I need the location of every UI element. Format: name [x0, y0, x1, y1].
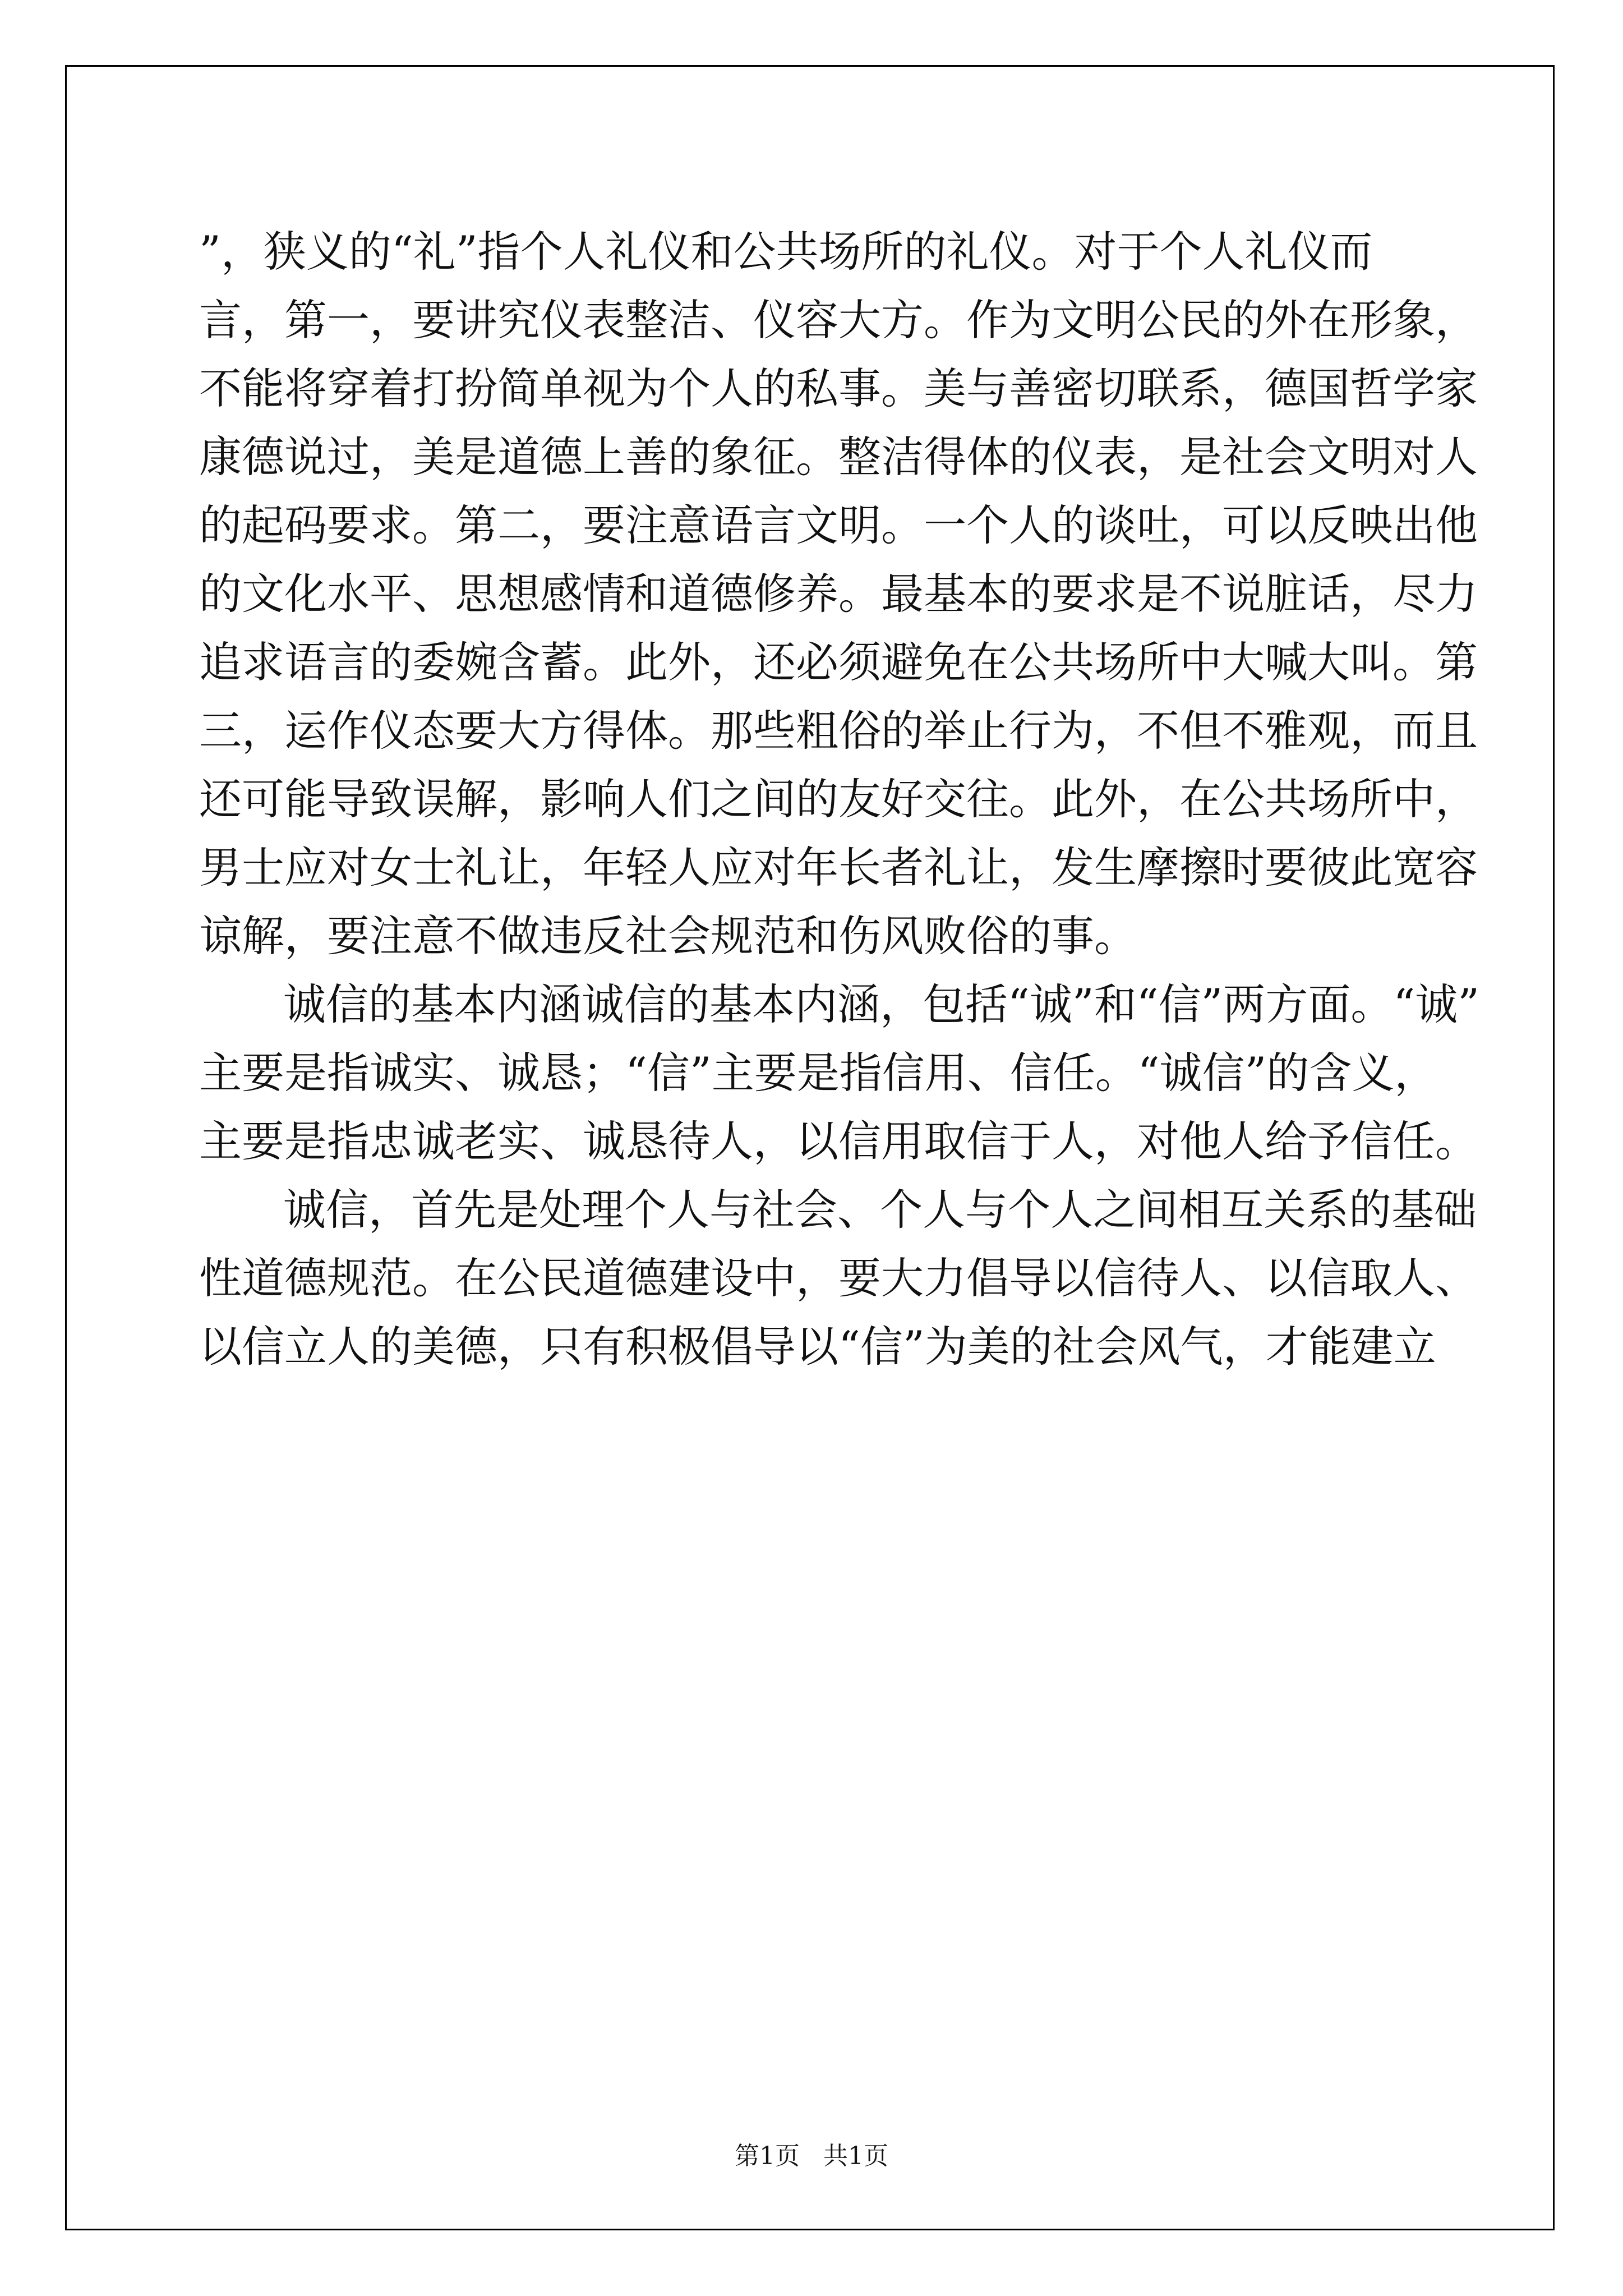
body-line-1: ”，狭义的“礼”指个人礼仪和公共场所的礼仪。对于个人礼仪而 — [199, 227, 1373, 277]
body-line-17: 以信立人的美德，只有积极倡导以“信”为美的社会风气，才能建立 — [199, 1322, 1436, 1372]
body-line-13: 主要是指诚实、诚恳；“信”主要是指信用、信任。“诚信”的含义， — [199, 1048, 1437, 1098]
body-line-4: 康德说过，美是道德上善的象征。整洁得体的仪表，是社会文明对人 — [199, 432, 1478, 482]
body-line-8: 三，运作仪态要大方得体。那些粗俗的举止行为，不但不雅观，而且 — [199, 706, 1478, 756]
body-line-7: 追求语言的委婉含蓄。此外，还必须避免在公共场所中大喊大叫。第 — [199, 637, 1478, 687]
body-line-16: 性道德规范。在公民道德建设中，要大力倡导以信待人、以信取人、 — [199, 1253, 1478, 1303]
body-line-10: 男士应对女士礼让，年轻人应对年长者礼让，发生摩擦时要彼此宽容 — [199, 843, 1478, 892]
body-line-14: 主要是指忠诚老实、诚恳待人，以信用取信于人，对他人给予信任。 — [199, 1116, 1478, 1166]
body-line-9: 还可能导致误解，影响人们之间的友好交往。此外，在公共场所中， — [199, 774, 1478, 824]
body-line-6: 的文化水平、思想感情和道德修养。最基本的要求是不说脏话，尽力 — [199, 569, 1478, 619]
body-line-12: 诚信的基本内涵诚信的基本内涵，包括“诚”和“信”两方面。“诚” — [283, 979, 1480, 1029]
body-line-5: 的起码要求。第二，要注意语言文明。一个人的谈吐，可以反映出他 — [199, 500, 1478, 550]
body-line-2: 言，第一，要讲究仪表整洁、仪容大方。作为文明公民的外在形象， — [199, 295, 1478, 345]
body-line-11: 谅解，要注意不做违反社会规范和伤风败俗的事。 — [199, 911, 1137, 961]
page-number-footer: 第1页 共1页 — [735, 2142, 888, 2170]
body-line-3: 不能将穿着打扮简单视为个人的私事。美与善密切联系，德国哲学家 — [199, 364, 1478, 413]
body-line-15: 诚信，首先是处理个人与社会、个人与个人之间相互关系的基础 — [283, 1185, 1477, 1235]
